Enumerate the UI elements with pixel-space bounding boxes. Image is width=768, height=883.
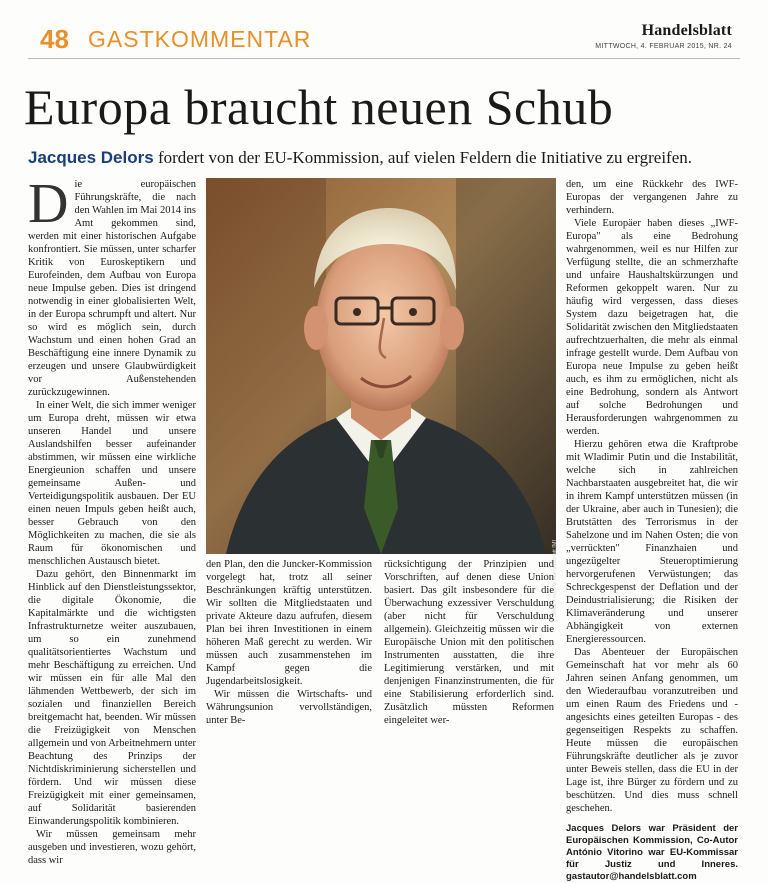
paragraph: Viele Europäer haben dieses „IWF-Europa" als eine Bedrohung wahrgenommen, weil es nur Hilfen zur Verfügung stellte, die an schmerzhafte und unfaire Haushaltskürzungen und Reformen gekoppelt waren. Nur zu häufig wird vergessen, dass dieses System dazu beigetragen hat, die Solidarität zwischen den Mitgliedstaaten aufrechtzuerhalten, die mehr als einmal infrage gestellt wurde. Dem Aufbau von Europa neue Impulse zu geben heißt auch, es ihm zu ermöglichen, nicht als eine Bedrohung, sondern als Antwort auf solche Bedrohungen und Herausforderungen wahrgenommen zu werden. <box>566 218 738 437</box>
page-number: 48 <box>40 24 69 54</box>
brand-logo: Handelsblatt <box>641 22 732 39</box>
section-title: GASTKOMMENTAR <box>88 26 312 52</box>
column-2 <box>206 558 372 727</box>
paragraph: Wir müssen gemeinsam mehr ausgeben und investieren, wozu gehört, dass wir <box>28 829 196 866</box>
paragraph: Hierzu gehören etwa die Kraftprobe mit Wladimir Putin und die Instabilität, welche sich in zahlreichen Nachbarstaaten ausgebreitet hat, die wir in ihrem Kampf unterstützen müssen (in der Ukraine, aber auch in Tunesien); die Brutstätten des Terrorismus in der Sahelzone und im Nahen Osten; die von „verrückten" Finanzhaien und ungezügelter Steueroptimierung hervorgerufenen Verwüstungen; das Schreckgespenst der Deflation und der Deindustrialisierung; die Risiken der Klimaveränderung und unserer Abhängigkeit von externen Energieressourcen. <box>566 439 738 645</box>
portrait-image <box>206 178 556 554</box>
paragraph: Wir müssen die Wirtschafts- und Währungsunion vervollständigen, unter Be- <box>206 689 372 726</box>
author-name: Jacques Delors <box>28 148 154 167</box>
paragraph: Das Abenteuer der Europäischen Gemeinschaft hat vor mehr als 60 Jahren seinen Anfang genommen, um den Wiederaufbau voranzutreiben und um einen Raum des Friedens und - angesichts eines geteilten Europas - des gegenseitigen Respekts zu schaffen. Heute müssen die europäischen Führungskräfte deutlicher als je zuvor unter Beweis stellen, dass die EU in der Lage ist, ihre Bürger zu fördern und zu beschützen. Und dies muss schnell geschehen. <box>566 647 738 814</box>
author-bio: Jacques Delors war Präsident der Europäischen Kommission, Co-Autor António Vitorino war EU-Kommissar für Justiz und Inneres. gastautor@handelsblatt.com <box>566 823 738 882</box>
paragraph: den, um eine Rückkehr des IWF-Europas der vergangenen Jahre zu verhindern. <box>566 179 738 216</box>
drop-cap: D <box>28 173 69 235</box>
paragraph: den Plan, den die Juncker-Kommission vorgelegt hat, trotz all seiner Beschränkungen kräftig unterstützen. Wir sollten die Mitgliedstaaten und private Akteure dazu aufrufen, diesem Plan bei ihren Investitionen in einem höheren Maß gerecht zu werden. Wir müssen auch zusammenstehen im Kampf gegen die Jugendarbeitslosigkeit. <box>206 559 372 687</box>
headline: Europa braucht neuen Schub <box>24 79 614 135</box>
standfirst <box>28 148 692 168</box>
column-3 <box>384 558 554 727</box>
standfirst-text: fordert von der EU-Kommission, auf vielen Feldern die Initiative zu ergreifen. <box>153 148 693 167</box>
paragraph: In einer Welt, die sich immer weniger um Europa dreht, müssen wir etwa unseren Handel und unsere Auslandshilfen besser aufeinander abstimmen, wir müssen eine wirkliche Energieunion schaffen und unsere gemeinsame Außen- und Verteidigungspolitik ausbauen. Der EU einen neuen Impuls geben heißt auch, besser Gebrauch von den Möglichkeiten zu machen, die sie als Raum für ökonomischen und menschlichen Austausch bietet. <box>28 400 196 567</box>
column-1 <box>28 173 196 867</box>
author-portrait <box>206 178 558 616</box>
paragraph: ie europäischen Führungskräfte, die nach den Wahlen im Mai 2014 ins Amt gekommen sind, werden mit einer historischen Aufgabe konfrontiert. Sie müssen, unter scharfer Kritik von Euroskeptikern und Eurofeinden, dem Aufbau von Europa neue Impulse geben. Dies ist dringend notwendig in einer globalisierten Welt, in der Europa schrumpft und altert. Nur so wird es möglich sein, durch Wachstum und einen hohen Grad an Beschäftigung eine innere Dynamik zu erzeugen und unsere Glaubwürdigkeit vor Außenstehenden zurückzugewinnen. <box>28 179 196 398</box>
paragraph: rücksichtigung der Prinzipien und Vorschriften, auf denen diese Union basiert. Das gilt insbesondere für die Überwachung exzessiver Verschuldung (aber nicht für Verschuldung allgemein). Gleichzeitig müssen wir die Europäische Union mit den politischen Instrumenten ausstatten, die ihre Legitimierung verstärken, und mit denjenigen Finanzinstrumenten, die für eine Stabilisierung erforderlich sind. Zusätzlich müssten Reformen eingeleitet wer- <box>384 559 554 726</box>
dateline: MITTWOCH, 4. FEBRUAR 2015, NR. 24 <box>595 43 732 50</box>
photo-credit: Stine Frost für Handelsblatt [M] <box>552 540 558 616</box>
paragraph: Dazu gehört, den Binnenmarkt im Hinblick auf den Dienstleistungssektor, die digitale Ökonomie, die Kapitalmärkte und die wichtigsten Infrastrukturnetze weiter auszubauen, um so ein zunehmend qualitätsorientiertes Wachstum und mehr Beschäftigung zu erreichen. Und wir müssen ein für alle Mal den lähmenden Wettbewerb, der sich im sozialen und finanziellen Bereich breitgemacht hat, beenden. Wir müssen die Freizügigkeit von Menschen allgemein und von Arbeitnehmern unter Beachtung des Prinzips der Nichtdiskriminierung sicherstellen und fördern. Und wir müssen diese Freizügigkeit mit einer gemeinsamen, auf Solidarität basierenden Einwanderungspolitik kombinieren. <box>28 569 196 827</box>
header-rule <box>28 58 740 59</box>
column-4 <box>566 178 738 883</box>
